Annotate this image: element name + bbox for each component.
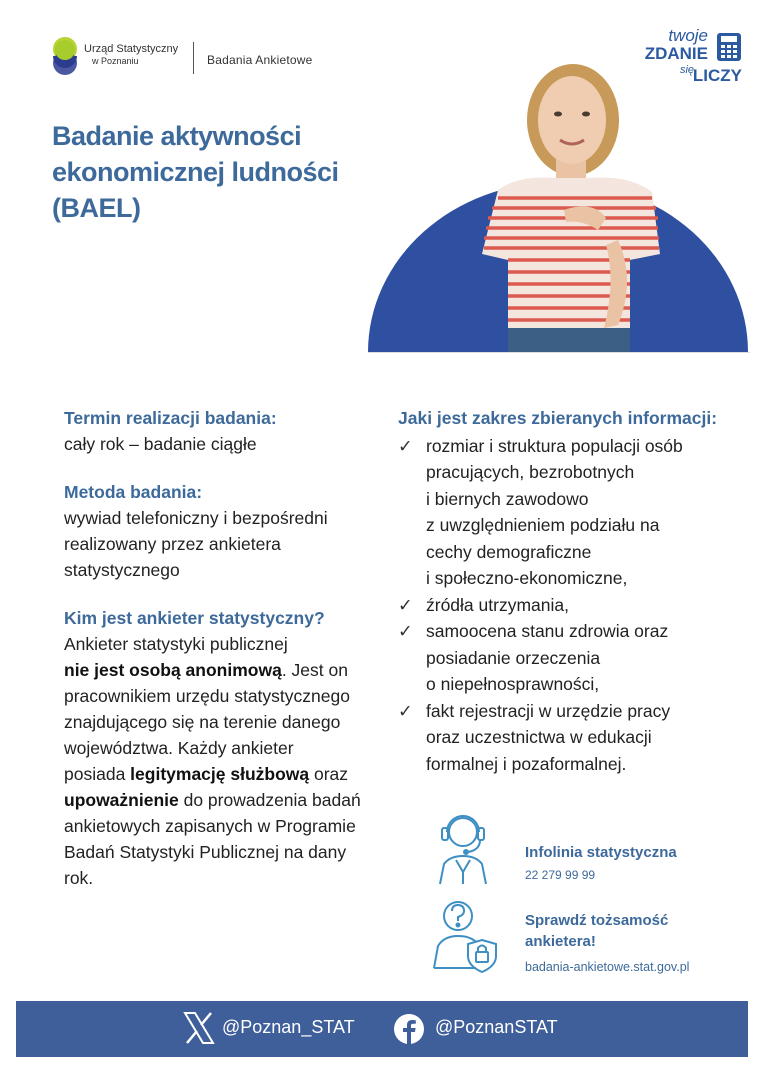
scope-list: [398, 433, 728, 778]
list-item: [398, 698, 728, 778]
scope-heading: Jaki jest zakres zbieranych informacji:: [398, 408, 718, 428]
kim-line6: [64, 761, 384, 787]
org-name-line1: Urząd Statystyczny: [84, 43, 179, 55]
org-name-line2: w Poznaniu: [92, 56, 139, 66]
left-column: [64, 405, 384, 913]
kim-line9: Badań Statystyki Publicznej na dany: [64, 842, 347, 862]
kim-line4: znajdującego się na terenie danego: [64, 712, 341, 732]
brand-sie: się: [679, 64, 694, 76]
kim-bold-anonymous: nie jest osobą anonimową: [64, 660, 282, 680]
termin-block: [64, 405, 384, 457]
kim-line2: [64, 657, 384, 683]
kim-heading: Kim jest ankieter statystyczny?: [64, 608, 325, 628]
kim-line3: pracownikiem urzędu statystycznego: [64, 686, 350, 706]
infolinia-title: Infolinia statystyczna: [525, 844, 677, 861]
item1-line6: i społeczno-ekonomiczne,: [426, 568, 628, 588]
kim-line7: [64, 787, 384, 813]
item3-line1: samoocena stanu zdrowia oraz: [426, 621, 669, 641]
brand-twoje: twoje: [668, 26, 708, 45]
item4-line2: oraz uczestnictwa w edukacji: [426, 727, 652, 747]
check-icon: ✓: [398, 621, 413, 641]
facebook-handle-link[interactable]: @PoznanSTAT: [435, 1017, 558, 1037]
check-icon: ✓: [398, 700, 413, 721]
item3-line2: posiadanie orzeczenia: [426, 647, 601, 668]
footer-bar: [16, 1001, 748, 1057]
list-item: [398, 433, 728, 592]
header-section-label: Badania Ankietowe: [207, 53, 313, 67]
gus-logo-icon: [52, 36, 78, 76]
kim-line6-start: posiada: [64, 764, 131, 784]
item1-line1: rozmiar i struktura populacji osób: [426, 435, 683, 456]
kim-bold-legitymacja: legitymację służbową: [130, 764, 310, 784]
woman-photo: [368, 40, 748, 352]
brand-zdanie: ZDANIE: [644, 44, 708, 63]
termin-heading: Termin realizacji badania:: [64, 408, 277, 428]
item1-line3: i biernych zawodowo: [426, 488, 589, 509]
x-logo-icon[interactable]: [183, 1011, 215, 1045]
page-title: [52, 118, 352, 226]
item2-line1: źródła utrzymania,: [426, 594, 569, 615]
infolinia-phone[interactable]: 22 279 99 99: [525, 868, 596, 882]
brand-liczy: LICZY: [692, 66, 742, 85]
facebook-icon[interactable]: [393, 1013, 425, 1045]
kim-line5: województwa. Każdy ankieter: [64, 738, 294, 758]
termin-text: cały rok – badanie ciągłe: [64, 434, 257, 454]
org-name: [84, 43, 184, 67]
metoda-line1: wywiad telefoniczny i bezpośredni: [64, 508, 328, 528]
item3-line3: o niepełnosprawności,: [426, 674, 600, 694]
title-line1: Badanie aktywności: [52, 121, 302, 151]
item1-line2: pracujących, bezrobotnych: [426, 462, 635, 482]
right-column: [398, 405, 728, 777]
photo-baseline: [368, 352, 750, 353]
header-divider: [193, 42, 194, 74]
item1-line4: z uwzględnieniem podziału na: [426, 515, 660, 535]
kim-line7-rest: do prowadzenia badań: [178, 790, 361, 810]
kim-line2-rest: . Jest on: [281, 660, 348, 680]
kim-bold-upowaznienie: upoważnienie: [64, 790, 179, 810]
item1-line5: cechy demograficzne: [426, 541, 592, 562]
list-item: [398, 592, 728, 619]
kim-block: [64, 605, 384, 891]
metoda-line2: realizowany przez ankietera: [64, 534, 281, 554]
kim-line10: rok.: [64, 868, 94, 888]
kim-line6-end: oraz: [309, 764, 349, 784]
verify-title: [525, 910, 725, 952]
kim-line8: ankietowych zapisanych w Programie: [64, 816, 356, 836]
kim-line1: Ankieter statystyki publicznej: [64, 634, 288, 654]
item4-line1: fakt rejestracji w urzędzie pracy: [426, 700, 671, 721]
metoda-block: [64, 479, 384, 583]
verify-title-line1: Sprawdź tożsamość: [525, 912, 669, 929]
metoda-line3: statystycznego: [64, 560, 180, 580]
item4-line3: formalnej i pozaformalnej.: [426, 753, 627, 774]
verify-identity-icon: [430, 896, 510, 976]
check-icon: ✓: [398, 594, 413, 615]
check-icon: ✓: [398, 435, 413, 456]
verify-url-link[interactable]: badania-ankietowe.stat.gov.pl: [525, 960, 690, 974]
metoda-heading: Metoda badania:: [64, 482, 203, 502]
list-item: [398, 618, 728, 698]
title-line3: (BAEL): [52, 193, 141, 223]
title-line2: ekonomicznej ludności: [52, 157, 339, 187]
verify-title-line2: ankietera!: [525, 933, 596, 950]
headset-agent-icon: [430, 808, 496, 886]
x-handle-link[interactable]: @Poznan_STAT: [222, 1017, 355, 1037]
